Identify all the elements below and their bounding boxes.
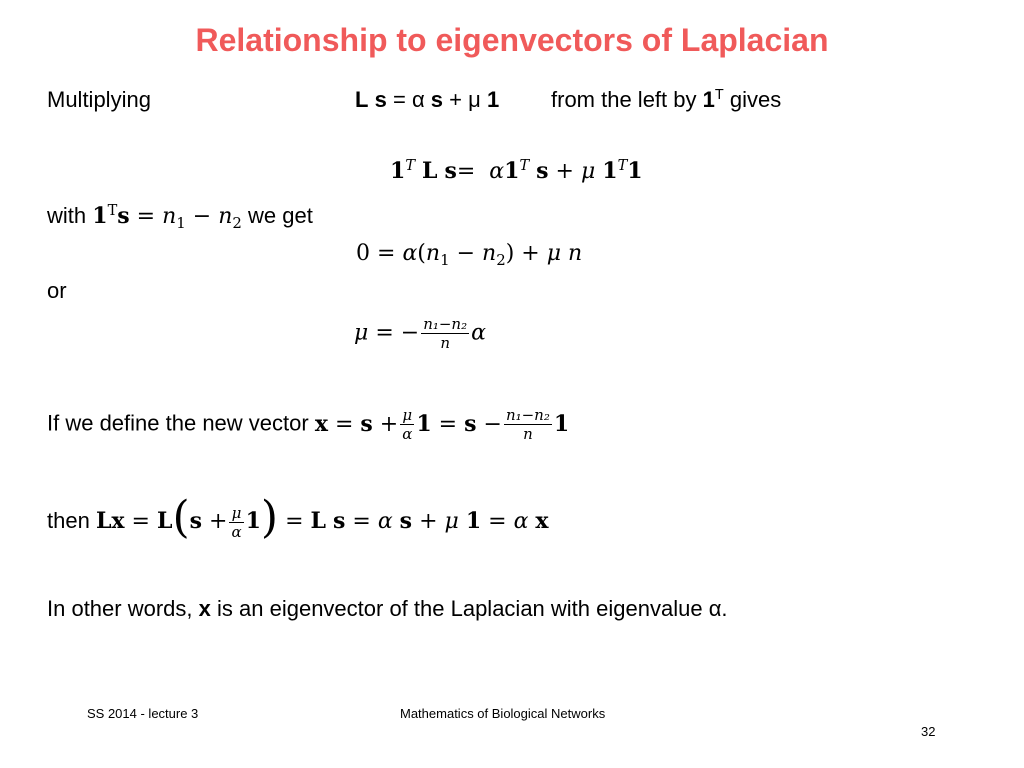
x-symbol: x xyxy=(198,596,211,621)
s-symbol: s xyxy=(332,508,346,534)
footer-lecture: SS 2014 - lecture 3 xyxy=(87,706,199,721)
alpha-symbol: α xyxy=(377,509,393,534)
fraction-numerator: n₁−n₂ xyxy=(505,406,550,424)
fraction-numerator: μ xyxy=(400,406,414,425)
fraction-numerator: n₁−n₂ xyxy=(423,315,468,333)
left-paren: ( xyxy=(417,241,426,266)
fraction-denominator: n xyxy=(440,334,450,352)
fraction xyxy=(504,406,552,443)
mu-symbol: μ xyxy=(580,159,596,184)
equals-sign: = xyxy=(392,87,406,112)
fraction-numerator: μ xyxy=(229,504,243,523)
left-paren: ( xyxy=(172,492,190,543)
s-symbol: s xyxy=(189,508,203,534)
equation-2 xyxy=(356,241,582,269)
one-vector: 1 xyxy=(465,508,482,534)
equals-sign: = xyxy=(285,509,304,534)
L-symbol: L xyxy=(355,87,369,112)
transpose-mark: T xyxy=(519,158,530,175)
minus-sign: − xyxy=(456,241,476,266)
fraction-denominator: α xyxy=(231,522,242,541)
alpha-symbol: α xyxy=(402,241,418,266)
subscript-2: 2 xyxy=(232,214,242,233)
subscript-1: 1 xyxy=(440,251,450,270)
mu-symbol: μ xyxy=(546,241,562,266)
one-vector: 1 xyxy=(504,158,520,184)
define-label: If we define the new vector xyxy=(47,410,309,436)
n-symbol: n xyxy=(482,241,497,266)
right-paren: ) xyxy=(505,241,515,266)
equals-sign: = xyxy=(334,411,354,437)
one-vector: 1 xyxy=(553,410,570,437)
one-vector: 1 xyxy=(245,508,261,534)
n-symbol: n xyxy=(162,204,177,229)
alpha-symbol: α xyxy=(411,87,425,112)
from-left-label: from the left by xyxy=(551,87,697,112)
L-symbol: L xyxy=(310,508,326,534)
equation-1 xyxy=(390,158,643,184)
right-paren: ) xyxy=(260,492,279,543)
equation-3 xyxy=(354,315,486,352)
or-label: or xyxy=(47,278,67,303)
L-symbol: L xyxy=(95,508,112,534)
alpha-symbol: α xyxy=(489,159,505,184)
mu-symbol: μ xyxy=(444,509,459,534)
subscript-1: 1 xyxy=(176,214,186,233)
transpose-mark: T xyxy=(617,158,628,175)
L-symbol: L xyxy=(422,158,438,184)
alpha-symbol: α xyxy=(471,320,486,346)
plus-sign: + xyxy=(209,509,228,534)
alpha-symbol: α xyxy=(513,509,529,534)
one-vector: 1 xyxy=(602,158,618,184)
mu-symbol: μ xyxy=(468,87,481,112)
s-symbol: s xyxy=(360,410,373,437)
from-left-text xyxy=(551,87,781,113)
one-vector: 1 xyxy=(486,87,500,112)
then-line xyxy=(47,492,549,544)
x-symbol: x xyxy=(535,508,549,534)
multiplying-label: Multiplying xyxy=(47,87,151,112)
n-symbol: n xyxy=(218,204,233,229)
with-line xyxy=(47,203,313,232)
equals-sign: = xyxy=(377,241,396,266)
equals-sign: = xyxy=(375,320,394,346)
conclusion-before: In other words, xyxy=(47,596,193,621)
equals-sign: = xyxy=(352,509,371,534)
zero: 0 xyxy=(356,241,370,266)
eigen-equation-inline xyxy=(355,87,499,113)
transpose-mark: T xyxy=(714,87,724,104)
mu-symbol: μ xyxy=(354,320,369,346)
s-symbol: s xyxy=(444,158,457,184)
equals-sign: = xyxy=(456,159,476,184)
plus-sign: + xyxy=(555,159,574,184)
define-line xyxy=(47,406,569,443)
fraction xyxy=(400,406,414,443)
fraction xyxy=(229,504,243,541)
n-symbol: n xyxy=(425,241,441,266)
with-label: with xyxy=(47,203,87,228)
minus-sign: − xyxy=(400,320,420,346)
we-get-label: we get xyxy=(248,203,313,228)
equals-sign: = xyxy=(131,509,150,534)
s-symbol: s xyxy=(399,508,413,534)
L-symbol: L xyxy=(156,508,173,534)
conclusion-line xyxy=(47,596,728,622)
fraction-denominator: n xyxy=(523,425,533,443)
minus-sign: − xyxy=(483,411,502,437)
then-label: then xyxy=(47,508,90,533)
alpha-symbol: α xyxy=(708,596,722,621)
subscript-2: 2 xyxy=(496,251,506,270)
one-vector: 1 xyxy=(627,158,643,184)
slide-title: Relationship to eigenvectors of Laplacian xyxy=(195,22,829,58)
transpose-mark: T xyxy=(107,203,118,220)
then-equation xyxy=(95,492,549,543)
plus-sign: + xyxy=(419,509,438,534)
s-symbol: s xyxy=(430,87,444,112)
with-equation xyxy=(92,203,242,233)
s-symbol: s xyxy=(374,87,387,112)
fraction-denominator: α xyxy=(402,425,413,443)
s-symbol: s xyxy=(536,158,549,184)
define-equation xyxy=(314,406,570,443)
one-vector: 1 xyxy=(416,410,432,437)
x-symbol: x xyxy=(314,410,328,437)
plus-sign: + xyxy=(521,241,540,266)
period: . xyxy=(721,596,728,621)
footer-course-title: Mathematics of Biological Networks xyxy=(400,706,606,721)
one-vector: 1 xyxy=(390,158,406,184)
s-symbol: s xyxy=(117,203,130,229)
minus-sign: − xyxy=(192,204,212,229)
x-symbol: x xyxy=(111,508,125,534)
one-vector: 1 xyxy=(702,87,715,112)
plus-sign: + xyxy=(379,411,399,437)
transpose-mark: T xyxy=(405,158,415,175)
equals-sign: = xyxy=(438,411,458,437)
n-symbol: n xyxy=(568,241,583,266)
plus-sign: + xyxy=(449,87,463,112)
equals-sign: = xyxy=(488,509,507,534)
fraction xyxy=(421,315,469,352)
s-symbol: s xyxy=(464,410,477,437)
conclusion-after: is an eigenvector of the Laplacian with eigenvalue xyxy=(217,596,703,621)
equals-sign: = xyxy=(136,204,156,229)
page-number: 32 xyxy=(921,724,936,739)
one-vector: 1 xyxy=(92,203,108,229)
gives-label: gives xyxy=(729,87,782,112)
